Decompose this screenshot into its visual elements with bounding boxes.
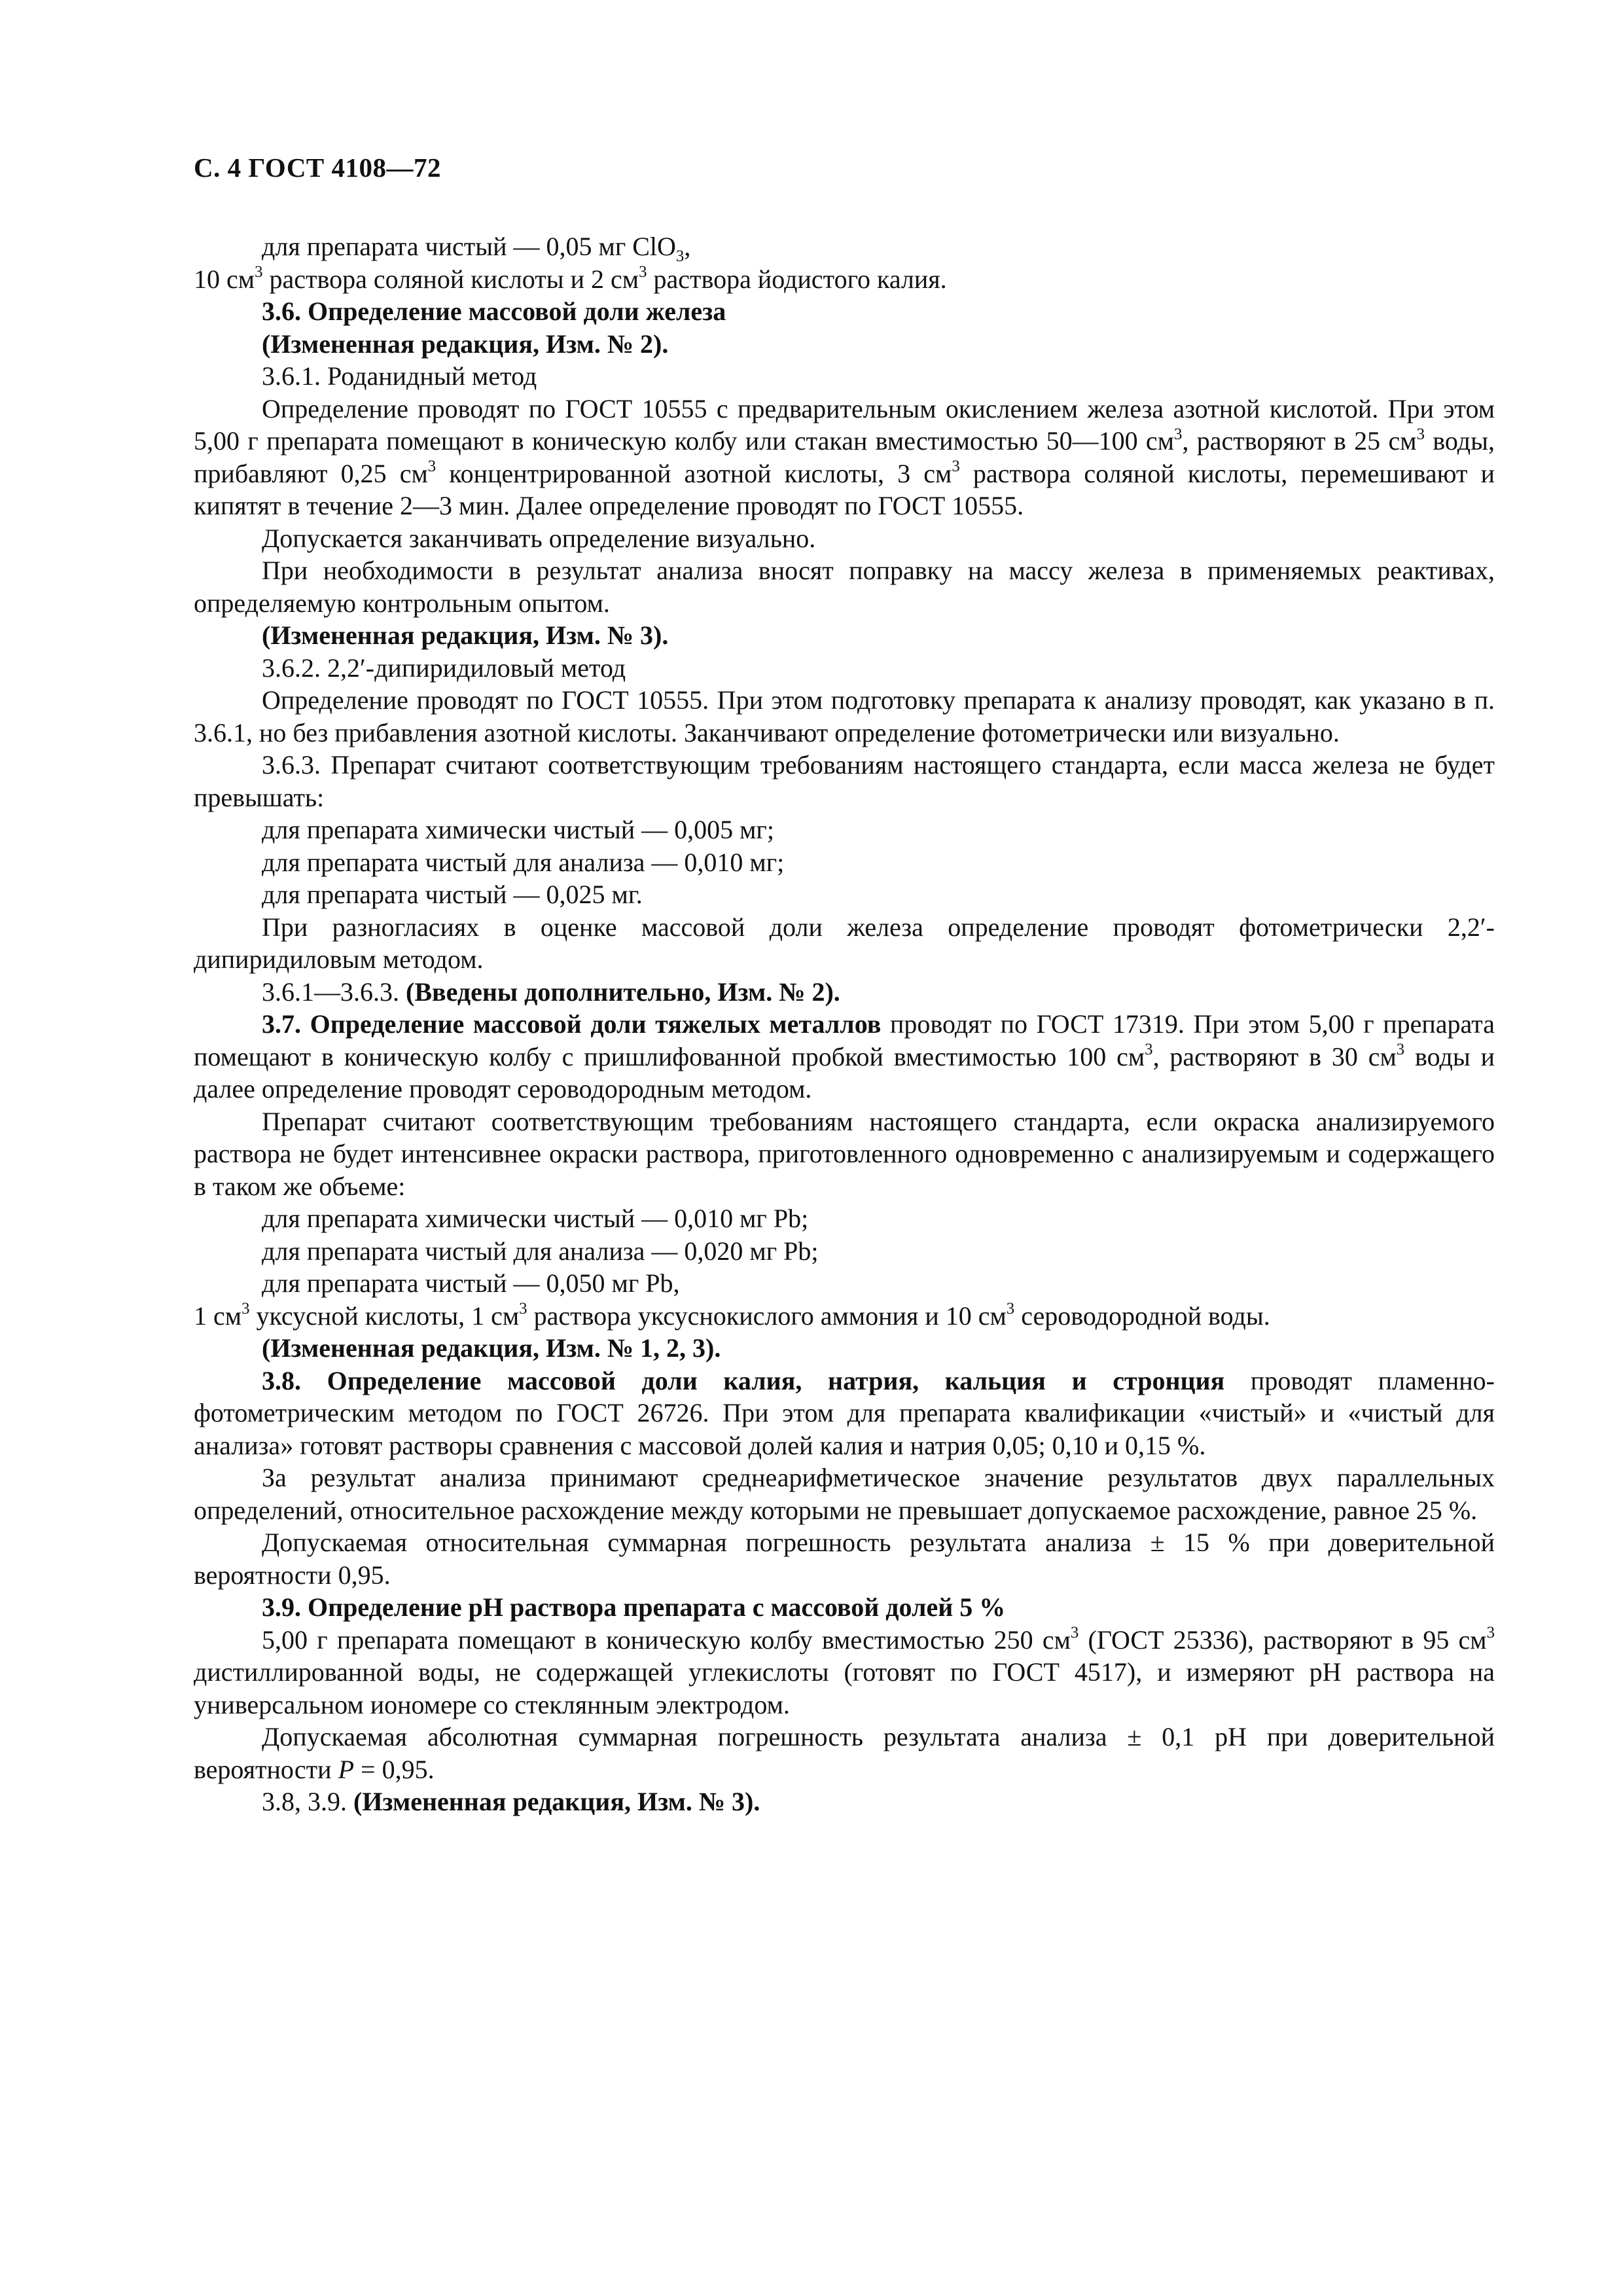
paragraph: Препарат считают соответствующим требованиям настоящего стандарта, если окраска анализируемого раствора не будет интенсивнее окраски раствора, приготовленного одновременно с анализируемым и содержащего в таком же объеме: [194, 1106, 1495, 1201]
paragraph: 3.6.1—3.6.3. (Введены дополнительно, Изм. № 2). [262, 977, 840, 1007]
paragraph: 3.7. Определение массовой доли тяжелых металлов проводят по ГОСТ 17319. При этом 5,00 г препарата помещают в коническую колбу с пришлифованной пробкой вместимостью 100 $см^3$, растворяют в 30 $см^3$ воды и далее определение проводят сероводородным методом. [194, 1009, 1495, 1103]
paragraph: для препарата химически чистый — 0,010 мг Pb; [262, 1204, 809, 1233]
paragraph: 5,00 г препарата помещают в коническую колбу вместимостью 250 $см^3$ (ГОСТ 25336), растворяют в 95 $см^3$ дистиллированной воды, не содержащей углекислоты (готовят по ГОСТ 4517), и измеряют pH раствора на универсальном иономере со стеклянным электродом. [194, 1624, 1495, 1719]
paragraph: для препарата чистый — 0,05 мг ClO$_3$, [262, 232, 691, 265]
paragraph: для препарата чистый для анализа — 0,020 мг Pb; [262, 1236, 819, 1266]
paragraph: для препарата чистый — 0,050 мг Pb, [262, 1268, 680, 1298]
paragraph: 3.6. Определение массовой доли железа [262, 296, 726, 326]
paragraph: 1 $см^3$ уксусной кислоты, 1 $см^3$ раствора уксуснокислого аммония и 10 $см^3$ сероводородной воды. [194, 1300, 1270, 1331]
document-body [194, 230, 1495, 1818]
paragraph: Допускаемая абсолютная суммарная погрешность результата анализа ± 0,1 pH при доверительной вероятности P = 0,95. [194, 1722, 1495, 1784]
paragraph: 10 $см^3$ раствора соляной кислоты и 2 $см^3$ раствора йодистого калия. [194, 263, 947, 294]
paragraph: 3.6.1. Роданидный метод [262, 361, 537, 391]
paragraph: При разногласиях в оценке массовой доли железа определение проводят фотометрически 2,2′-дипиридиловым методом. [194, 912, 1495, 974]
paragraph: для препарата чистый для анализа — 0,010 мг; [262, 847, 785, 877]
paragraph: Определение проводят по ГОСТ 10555 с предварительным окислением железа азотной кислотой. При этом 5,00 г препарата помещают в коническую колбу или стакан вместимостью 50—100 $см^3$, растворяют в 25 $см^3$ воды, прибавляют 0,25 $см^3$ концентрированной азотной кислоты, 3 $см^3$ раствора соляной кислоты, перемешивают и кипятят в течение 2—3 мин. Далее определение проводят по ГОСТ 10555. [194, 393, 1495, 520]
paragraph: для препарата чистый — 0,025 мг. [262, 880, 643, 909]
page-header: С. 4 ГОСТ 4108—72 [194, 152, 442, 183]
paragraph: 3.6.2. 2,2′-дипиридиловый метод [262, 653, 626, 683]
paragraph: для препарата химически чистый — 0,005 мг; [262, 815, 774, 844]
paragraph: Определение проводят по ГОСТ 10555. При этом подготовку препарата к анализу проводят, как указано в п. 3.6.1, но без прибавления азотной кислоты. Заканчивают определение фотометрически или визуально. [194, 685, 1495, 747]
paragraph: Допускаемая относительная суммарная погрешность результата анализа ± 15 % при доверительной вероятности 0,95. [194, 1528, 1495, 1590]
paragraph: 3.8. Определение массовой доли калия, натрия, кальция и стронция проводят пламенно-фотометрическим методом по ГОСТ 26726. При этом для препарата квалификации «чистый» и «чистый для анализа» готовят растворы сравнения с массовой долей калия и натрия 0,05; 0,10 и 0,15 %. [194, 1365, 1495, 1460]
paragraph: 3.8, 3.9. (Измененная редакция, Изм. № 3). [262, 1787, 760, 1816]
paragraph: 3.9. Определение pH раствора препарата с массовой долей 5 % [262, 1592, 1006, 1622]
paragraph: (Измененная редакция, Изм. № 1, 2, 3). [262, 1333, 721, 1363]
paragraph: При необходимости в результат анализа вносят поправку на массу железа в применяемых реактивах, определяемую контрольным опытом. [194, 556, 1495, 618]
paragraph: (Измененная редакция, Изм. № 3). [262, 620, 669, 650]
paragraph: (Измененная редакция, Изм. № 2). [262, 329, 669, 359]
paragraph: Допускается заканчивать определение визуально. [262, 523, 816, 553]
paragraph: За результат анализа принимают среднеарифметическое значение результатов двух параллельных определений, относительное расхождение между которыми не превышает допускаемое расхождение, равное 25 %. [194, 1463, 1495, 1525]
paragraph: 3.6.3. Препарат считают соответствующим требованиям настоящего стандарта, если масса железа не будет превышать: [194, 750, 1495, 812]
